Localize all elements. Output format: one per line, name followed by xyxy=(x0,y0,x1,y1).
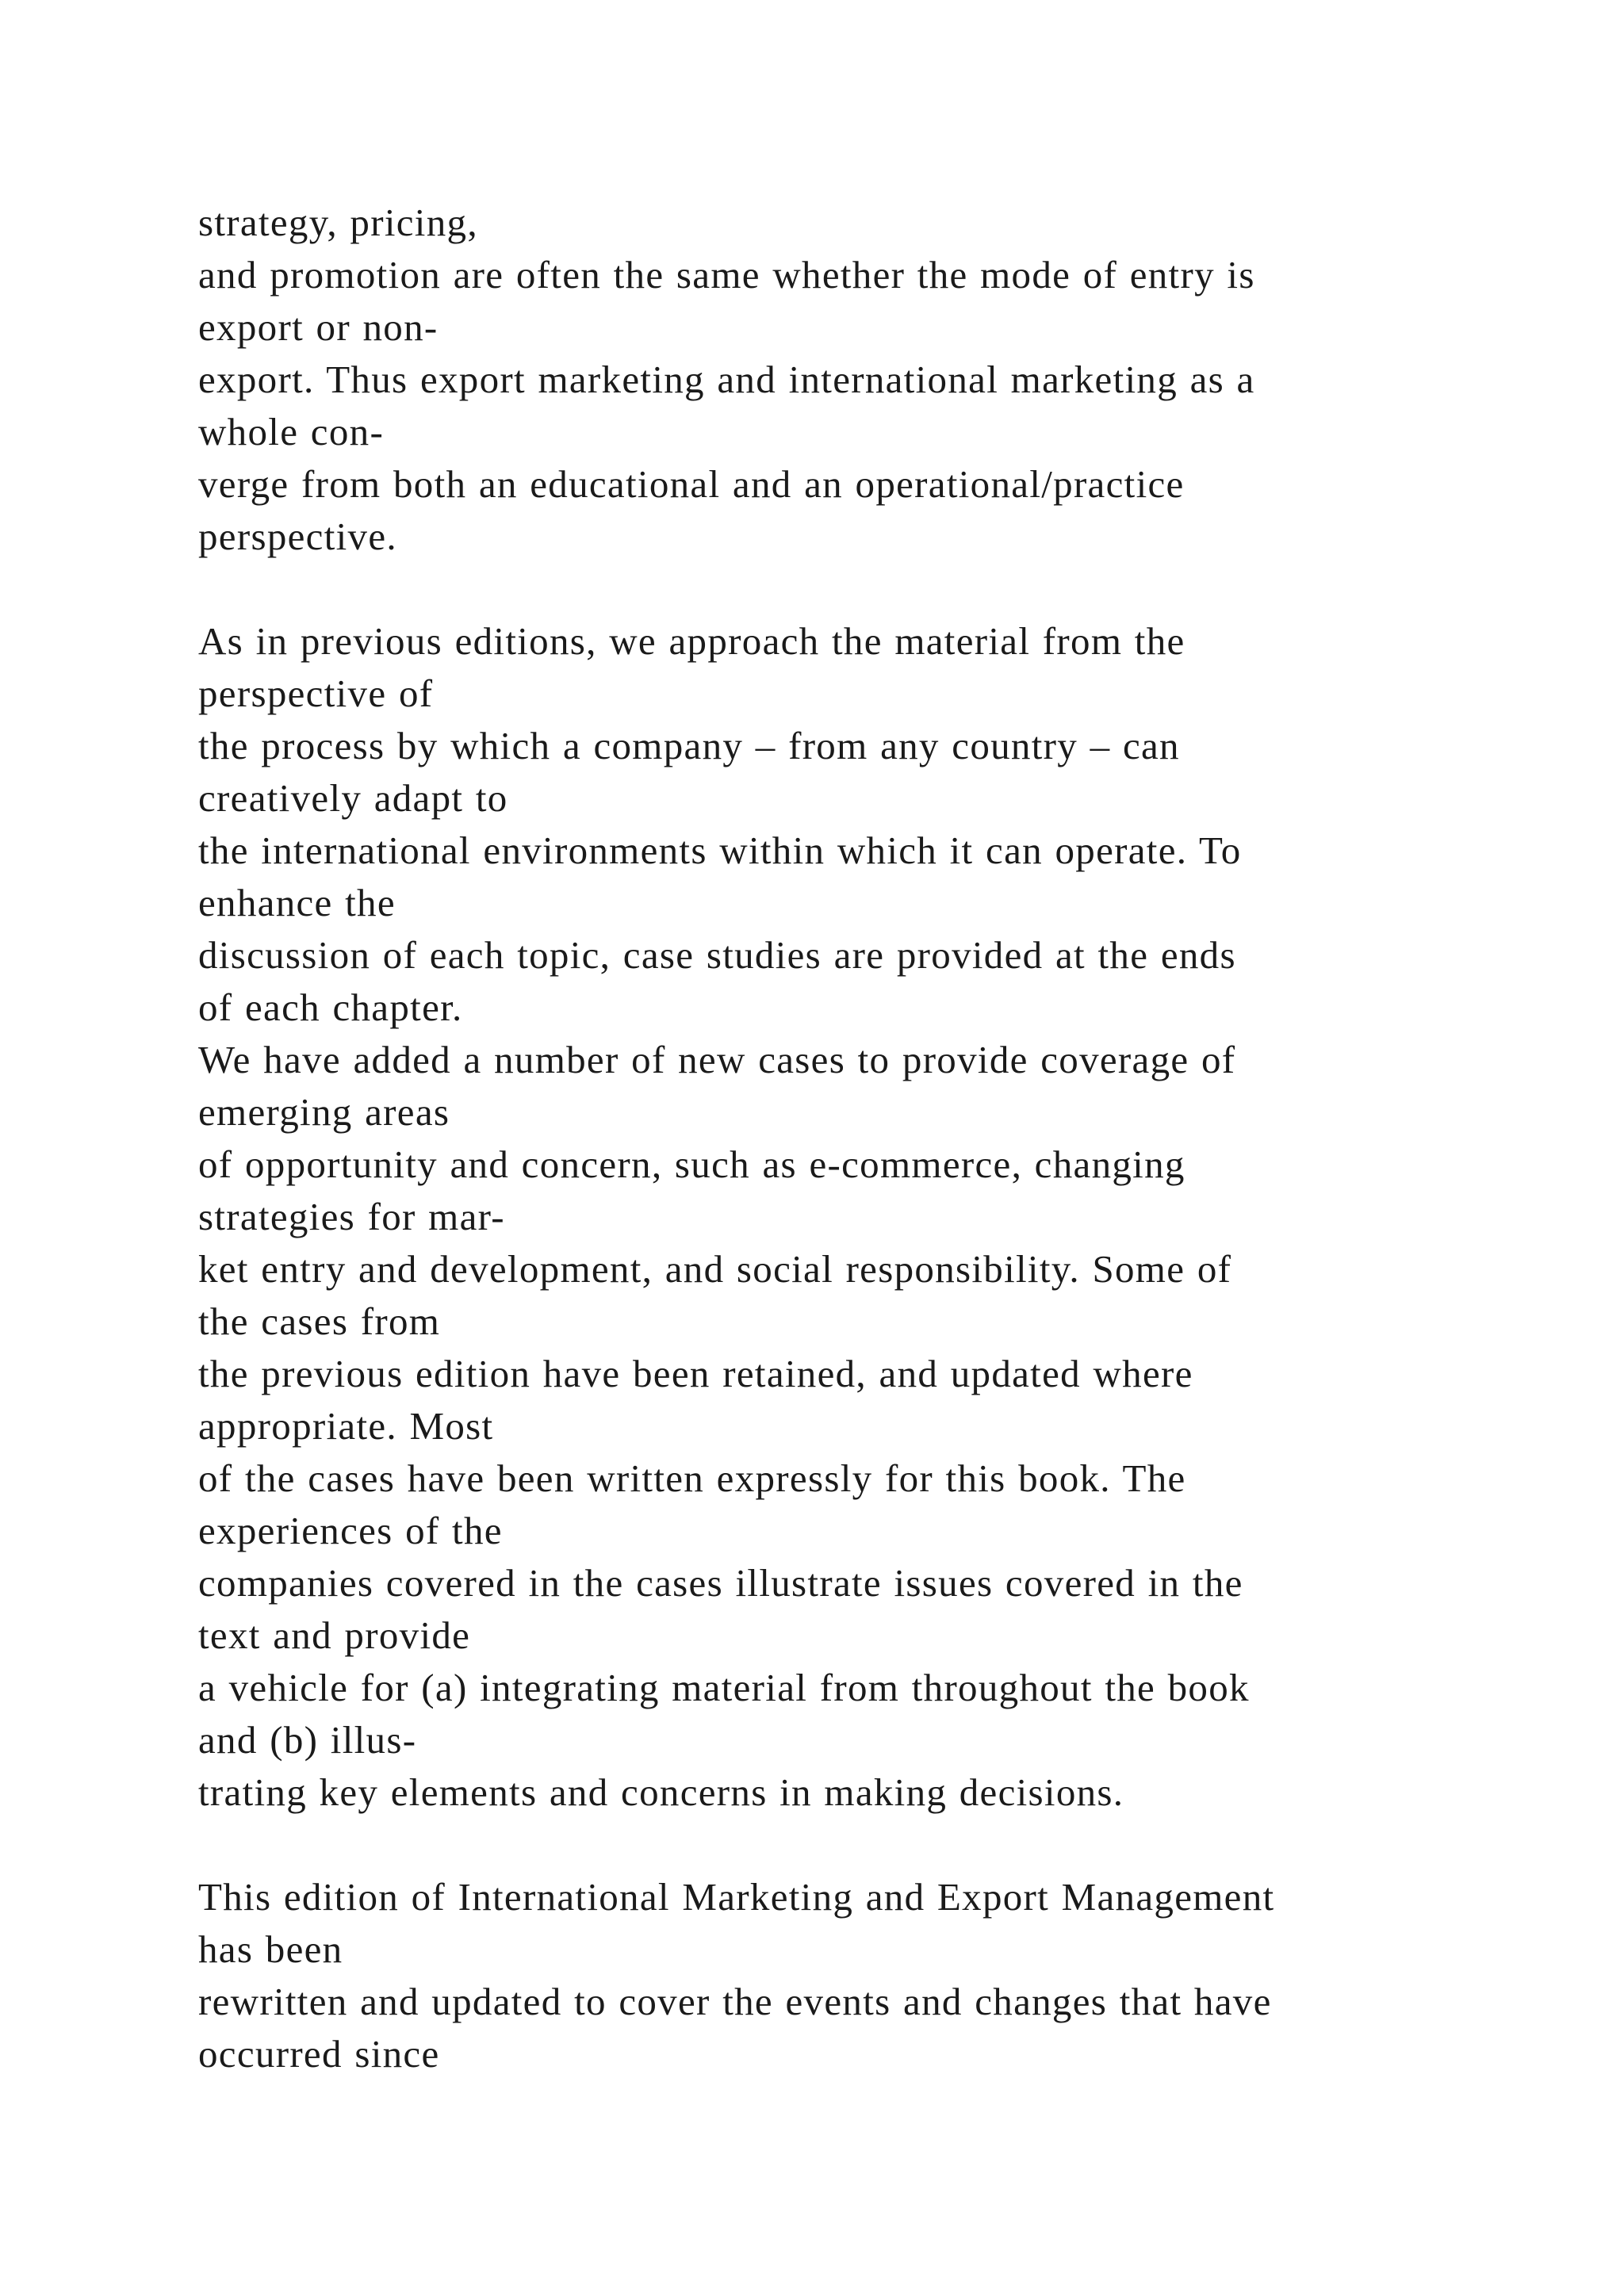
text-line: appropriate. Most xyxy=(198,1404,494,1448)
text-line: strategies for mar- xyxy=(198,1195,505,1238)
text-line: the cases from xyxy=(198,1299,441,1343)
paragraph-gap xyxy=(198,563,1546,615)
text-line: of each chapter. xyxy=(198,985,463,1029)
text-line: rewritten and updated to cover the events and changes that have xyxy=(198,1980,1272,2023)
text-line: creatively adapt to xyxy=(198,776,508,820)
text-line: has been xyxy=(198,1927,343,1971)
text-line: We have added a number of new cases to provide coverage of xyxy=(198,1038,1236,1081)
paragraph-2 xyxy=(198,615,1546,1819)
text-line: companies covered in the cases illustrate issues covered in the xyxy=(198,1561,1243,1605)
paragraph-3 xyxy=(198,1871,1546,2080)
text-line: and (b) illus- xyxy=(198,1718,417,1762)
text-line: of the cases have been written expressly for this book. The xyxy=(198,1456,1186,1500)
text-line: the previous edition have been retained, and updated where xyxy=(198,1352,1193,1395)
text-line: export. Thus export marketing and international marketing as a xyxy=(198,358,1255,401)
text-line: occurred since xyxy=(198,2032,440,2076)
text-line: enhance the xyxy=(198,881,396,924)
text-line: verge from both an educational and an operational/practice xyxy=(198,462,1185,506)
text-line: the process by which a company – from any country – can xyxy=(198,724,1180,767)
text-line: emerging areas xyxy=(198,1090,450,1134)
text-line: perspective. xyxy=(198,515,397,558)
text-line: the international environments within which it can operate. To xyxy=(198,828,1242,872)
text-line: and promotion are often the same whether the mode of entry is xyxy=(198,253,1255,297)
text-line: trating key elements and concerns in making decisions. xyxy=(198,1770,1124,1814)
paragraph-1 xyxy=(198,197,1546,563)
text-line: This edition of International Marketing and Export Management xyxy=(198,1875,1275,1919)
paragraph-gap xyxy=(198,1819,1546,1871)
text-line: discussion of each topic, case studies are provided at the ends xyxy=(198,933,1236,977)
text-line: of opportunity and concern, such as e-commerce, changing xyxy=(198,1142,1185,1186)
text-line: perspective of xyxy=(198,672,434,715)
text-line: a vehicle for (a) integrating material from throughout the book xyxy=(198,1666,1250,1709)
text-line: experiences of the xyxy=(198,1509,503,1552)
text-line: whole con- xyxy=(198,410,385,453)
text-line: ket entry and development, and social responsibility. Some of xyxy=(198,1247,1232,1291)
text-line: text and provide xyxy=(198,1613,471,1657)
text-line: As in previous editions, we approach the material from the xyxy=(198,619,1185,663)
text-line: strategy, pricing, xyxy=(198,201,478,244)
text-line: export or non- xyxy=(198,305,439,349)
document-body xyxy=(198,197,1546,2080)
